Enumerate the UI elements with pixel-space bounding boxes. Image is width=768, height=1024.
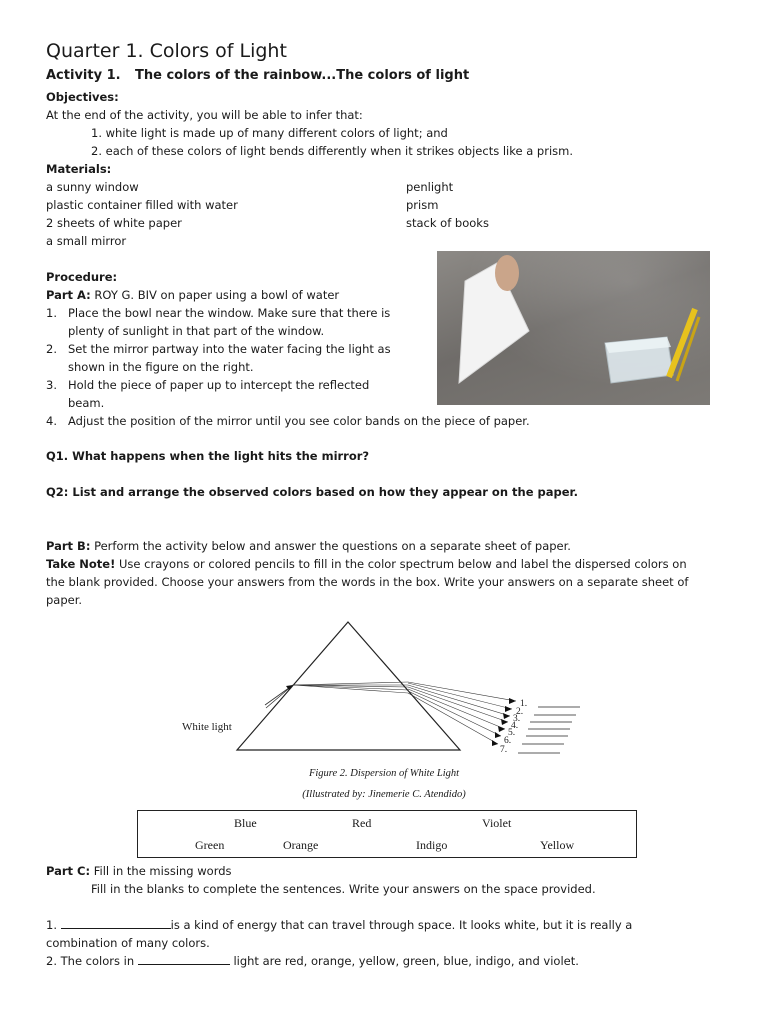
ray-number: 2. bbox=[516, 707, 524, 717]
word-option: Red bbox=[352, 816, 372, 830]
question-2: Q2: List and arrange the observed colors based on how they appear on the paper. bbox=[46, 485, 578, 499]
photo-illustration bbox=[437, 251, 710, 405]
material-item: penlight bbox=[406, 180, 454, 194]
material-item: a sunny window bbox=[46, 180, 139, 194]
materials-heading: Materials: bbox=[46, 162, 112, 176]
procedure-heading: Procedure: bbox=[46, 270, 118, 284]
word-option: Blue bbox=[234, 816, 257, 830]
take-note-text: the blank provided. Choose your answers from the words in the box. Write your answers on a separate sheet of bbox=[46, 575, 689, 589]
take-note-text: paper. bbox=[46, 593, 83, 607]
material-item: a small mirror bbox=[46, 234, 127, 248]
step-text: Place the bowl near the window. Make sure that there is bbox=[68, 306, 391, 320]
answer-blank[interactable] bbox=[138, 952, 230, 965]
answer-blank-lines bbox=[518, 707, 580, 753]
take-note-label: Take Note! bbox=[46, 557, 116, 571]
sentence-text: light are red, orange, yellow, green, blue, indigo, and violet. bbox=[233, 954, 579, 968]
activity-heading bbox=[46, 68, 469, 83]
part-c-line bbox=[46, 862, 232, 880]
activity-photo bbox=[437, 251, 710, 405]
figure-credit: (Illustrated by: Jinemerie C. Atendido) bbox=[302, 789, 466, 800]
sentence-1 bbox=[46, 916, 632, 934]
answer-blank[interactable] bbox=[61, 916, 171, 929]
ray-number: 5. bbox=[508, 728, 516, 738]
refracted-rays bbox=[293, 682, 408, 693]
question-1: Q1. What happens when the light hits the mirror? bbox=[46, 449, 370, 463]
part-b-label: Part B: bbox=[46, 539, 91, 553]
material-item: prism bbox=[406, 198, 439, 212]
step-text: Hold the piece of paper up to intercept the reflected bbox=[68, 378, 370, 392]
word-box bbox=[137, 810, 637, 858]
word-option: Green bbox=[195, 838, 225, 852]
dispersed-rays bbox=[408, 682, 519, 744]
part-c-text: Fill in the missing words bbox=[90, 864, 232, 878]
step-number: 2. bbox=[46, 342, 57, 356]
sentence-text: is a kind of energy that can travel through space. It looks white, but it is really a bbox=[170, 918, 633, 932]
step-text: shown in the figure on the right. bbox=[68, 360, 254, 374]
objectives-intro: At the end of the activity, you will be able to infer that: bbox=[46, 108, 363, 122]
activity-number: Activity 1. bbox=[46, 68, 121, 83]
word-option: Orange bbox=[283, 838, 319, 852]
ray-number: 1. bbox=[520, 699, 528, 709]
step-number: 1. bbox=[46, 306, 57, 320]
sentence-number: 1. bbox=[46, 918, 57, 932]
part-b-line bbox=[46, 537, 571, 555]
prism-diagram bbox=[170, 615, 590, 765]
white-light-label: White light bbox=[182, 721, 232, 733]
part-c-label: Part C: bbox=[46, 864, 91, 878]
sentence-text: combination of many colors. bbox=[46, 936, 210, 950]
step-text: beam. bbox=[68, 396, 105, 410]
sentence-text: 2. The colors in bbox=[46, 954, 135, 968]
take-note-text: Use crayons or colored pencils to fill in the color spectrum below and label the dispersed colors on bbox=[115, 557, 687, 571]
objectives-heading: Objectives: bbox=[46, 90, 119, 104]
material-item: stack of books bbox=[406, 216, 489, 230]
take-note-line bbox=[46, 555, 687, 573]
objective-item: 1. white light is made up of many different colors of light; and bbox=[91, 126, 448, 140]
ray-number: 6. bbox=[504, 736, 512, 746]
material-item: plastic container filled with water bbox=[46, 198, 238, 212]
page-title: Quarter 1. Colors of Light bbox=[46, 40, 287, 62]
part-b-text: Perform the activity below and answer the questions on a separate sheet of paper. bbox=[90, 539, 571, 553]
part-a-line bbox=[46, 286, 339, 304]
step-text: plenty of sunlight in that part of the window. bbox=[68, 324, 325, 338]
part-a-label: Part A: bbox=[46, 288, 91, 302]
ray-number: 3. bbox=[513, 714, 521, 724]
figure-caption: Figure 2. Dispersion of White Light bbox=[308, 768, 460, 779]
part-c-instruction: Fill in the blanks to complete the sentences. Write your answers on the space provided. bbox=[91, 882, 596, 896]
word-option: Violet bbox=[482, 816, 512, 830]
ray-number: 7. bbox=[500, 745, 508, 755]
word-option: Indigo bbox=[416, 838, 448, 852]
activity-title: The colors of the rainbow...The colors of light bbox=[135, 68, 470, 83]
ray-number: 4. bbox=[511, 721, 519, 731]
material-item: 2 sheets of white paper bbox=[46, 216, 182, 230]
sentence-2 bbox=[46, 952, 579, 970]
step-number: 4. bbox=[46, 414, 57, 428]
step-text: Adjust the position of the mirror until you see color bands on the piece of paper. bbox=[68, 414, 530, 428]
word-option: Yellow bbox=[540, 838, 575, 852]
step-text: Set the mirror partway into the water facing the light as bbox=[68, 342, 391, 356]
objective-item: 2. each of these colors of light bends differently when it strikes objects like a prism. bbox=[91, 144, 574, 158]
ray-numbers bbox=[500, 699, 527, 755]
part-a-text: ROY G. BIV on paper using a bowl of water bbox=[90, 288, 340, 302]
step-number: 3. bbox=[46, 378, 57, 392]
